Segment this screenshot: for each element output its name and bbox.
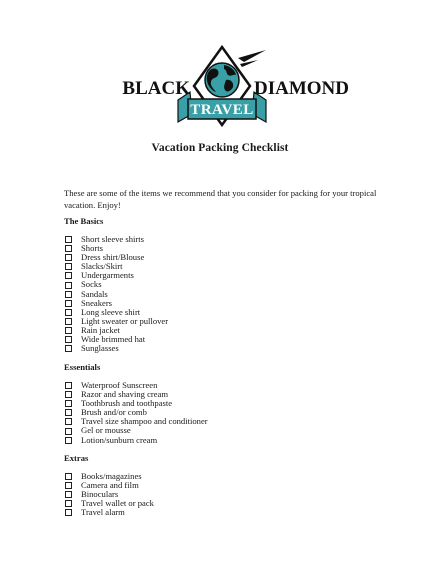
item-label: Travel wallet or pack (81, 498, 154, 509)
item-label: Sunglasses (81, 343, 119, 354)
checkbox-icon[interactable] (65, 409, 72, 416)
checklist-item[interactable] (64, 290, 168, 299)
checkbox-icon[interactable] (65, 500, 72, 507)
checkbox-icon[interactable] (65, 263, 72, 270)
item-label: Travel alarm (81, 507, 125, 518)
item-label: Waterproof Sunscreen (81, 380, 158, 390)
checklist-item[interactable] (64, 235, 168, 244)
item-label: Wide brimmed hat (81, 334, 146, 345)
item-label: Undergarments (81, 270, 134, 281)
section-heading: The Basics (64, 216, 104, 226)
checklist (64, 381, 208, 445)
checkbox-icon[interactable] (65, 300, 72, 307)
item-label: Razor and shaving cream (81, 389, 169, 400)
checkbox-icon[interactable] (65, 400, 72, 407)
checkbox-icon[interactable] (65, 437, 72, 444)
item-label: Sneakers (81, 297, 113, 308)
item-label: Toothbrush and toothpaste (81, 398, 173, 409)
section-extras (64, 453, 154, 517)
checkbox-icon[interactable] (65, 491, 72, 498)
checkbox-icon[interactable] (65, 309, 72, 316)
checkbox-icon[interactable] (65, 391, 72, 398)
section-essentials (64, 362, 208, 445)
item-label: Socks (81, 279, 102, 290)
checklist (64, 472, 154, 517)
section-heading: Extras (64, 453, 89, 463)
checklist-item[interactable] (64, 344, 168, 353)
item-label: Slacks/Skirt (81, 261, 123, 272)
item-label: Shorts (81, 243, 103, 254)
item-label: Binoculars (81, 489, 119, 500)
checkbox-icon[interactable] (65, 336, 72, 343)
item-label: Long sleeve shirt (81, 306, 141, 317)
checkbox-icon[interactable] (65, 509, 72, 516)
checkbox-icon[interactable] (65, 418, 72, 425)
checklist-item[interactable] (64, 280, 168, 289)
item-label: Short sleeve shirts (81, 234, 145, 244)
item-label: Rain jacket (81, 324, 120, 335)
checklist-item[interactable] (64, 508, 154, 517)
checkbox-icon[interactable] (65, 327, 72, 334)
checklist (64, 235, 168, 353)
item-label: Brush and/or comb (81, 407, 147, 418)
company-logo (122, 44, 349, 130)
checkbox-icon[interactable] (65, 282, 72, 289)
checkbox-icon[interactable] (65, 254, 72, 261)
checkbox-icon[interactable] (65, 473, 72, 480)
logo-word-right: DIAMOND (254, 78, 349, 99)
section-the-basics (64, 216, 168, 353)
checkbox-icon[interactable] (65, 345, 72, 352)
item-label: Gel or mousse (81, 425, 131, 436)
globe-icon (205, 63, 239, 97)
item-label: Dress shirt/Blouse (81, 252, 145, 263)
section-heading: Essentials (64, 362, 101, 372)
item-label: Lotion/sunburn cream (81, 434, 158, 445)
checklist-item[interactable] (64, 436, 208, 445)
item-label: Sandals (81, 288, 108, 299)
checkbox-icon[interactable] (65, 245, 72, 252)
checkbox-icon[interactable] (65, 428, 72, 435)
checkbox-icon[interactable] (65, 318, 72, 325)
checkbox-icon[interactable] (65, 482, 72, 489)
logo-word-travel: TRAVEL (190, 102, 254, 118)
checkbox-icon[interactable] (65, 272, 72, 279)
logo-word-left: BLACK (122, 78, 190, 99)
intro-paragraph: These are some of the items we recommend that you consider for packing for your tropical vacation. Enjoy! (64, 188, 377, 210)
page-title: Vacation Packing Checklist (151, 142, 289, 154)
checkbox-icon[interactable] (65, 236, 72, 243)
item-label: Light sweater or pullover (81, 315, 169, 326)
item-label: Travel size shampoo and conditioner (81, 416, 208, 427)
checklist-item[interactable] (64, 271, 168, 280)
item-label: Camera and film (81, 480, 139, 491)
checkbox-icon[interactable] (65, 291, 72, 298)
swoosh-icon (238, 50, 266, 62)
item-label: Books/magazines (81, 471, 142, 481)
checkbox-icon[interactable] (65, 382, 72, 389)
